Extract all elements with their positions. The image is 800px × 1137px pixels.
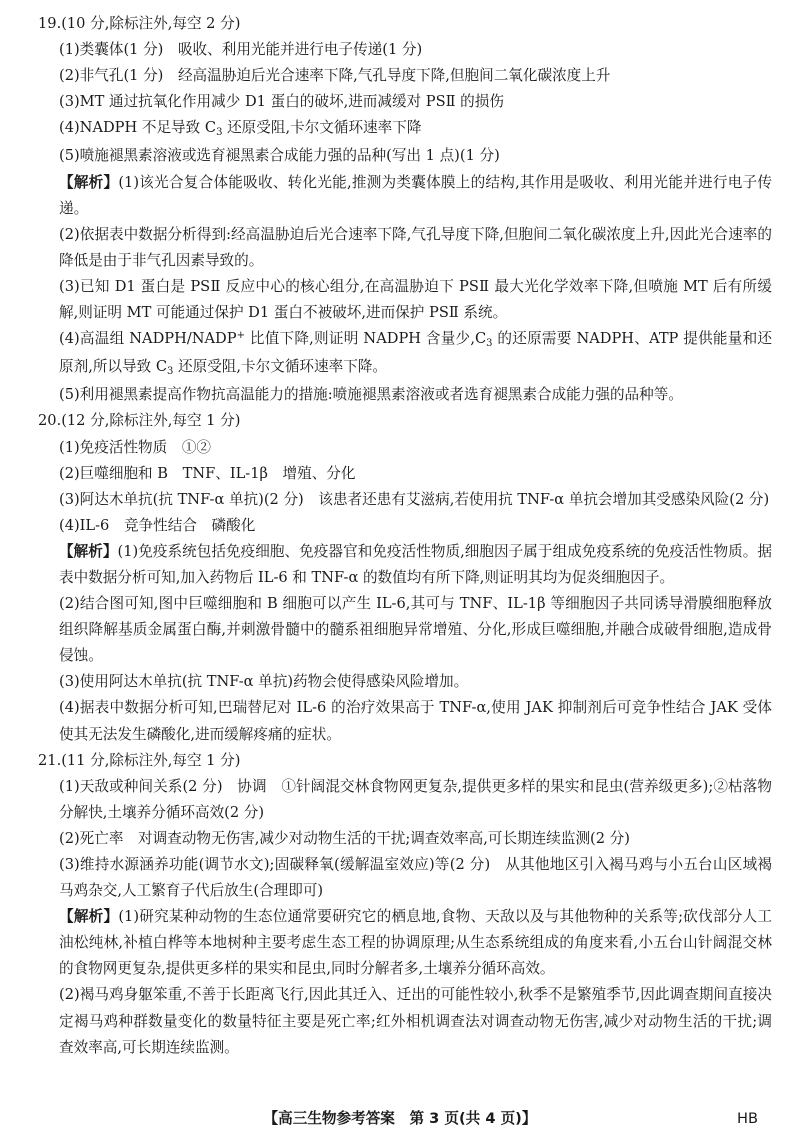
q20-answer-1: (1)免疫活性物质 ①② <box>59 438 212 456</box>
page-footer <box>0 1107 800 1131</box>
q19-e4-text-a: (4)高温组 NADPH/NADP <box>59 330 237 348</box>
jiexi-tag: 【解析】 <box>59 173 119 191</box>
question-21 <box>38 748 772 1061</box>
q21-explanation-2: (2)褐马鸡身躯笨重,不善于长距离飞行,因此其迁入、迁出的可能性较小,秋季不是繁殖季节,因此调查期间直接决定褐马鸡种群数量变化的数量特征主要是死亡率;红外相机调查法对调查动物无伤害,减少对动物生活的干扰;调查效率高,可长期连续监测。 <box>59 986 772 1056</box>
q20-explanation-4: (4)据表中数据分析可知,巴瑞替尼对 IL-6 的治疗效果高于 TNF-α,使用 JAK 抑制剂后可竞争性结合 JAK 受体使其无法发生磷酸化,进而缓解疼痛的症状。 <box>59 699 772 743</box>
q19-answer-1: (1)类囊体(1 分) 吸收、利用光能并进行电子传递(1 分) <box>59 41 423 59</box>
q19-a4-text: (4)NADPH 不足导致 C <box>59 119 217 137</box>
q20-answer-2: (2)巨噬细胞和 B TNF、IL-1β 增殖、分化 <box>59 464 356 482</box>
q19-explanation-1 <box>38 170 772 222</box>
q19-answer-3: (3)MT 通过抗氧化作用减少 D1 蛋白的破坏,进而减缓对 PSⅡ 的损伤 <box>59 93 504 111</box>
q20-header: 20.(12 分,除标注外,每空 1 分) <box>38 412 241 430</box>
footer-title: 【高三生物参考答案 <box>263 1110 395 1127</box>
footer-region-code: HB <box>737 1110 758 1127</box>
q19-answer-5: (5)喷施褪黑素溶液或选育褪黑素合成能力强的品种(写出 1 点)(1 分) <box>59 147 500 165</box>
q19-e4-superscript: + <box>236 330 245 342</box>
q19-e4-subscript-2: 3 <box>167 366 174 378</box>
q20-explanation-2: (2)结合图可知,图中巨噬细胞和 B 细胞可以产生 IL-6,其可与 TNF、IL-1β 等细胞因子共同诱导滑膜细胞释放组织降解基质金属蛋白酶,并刺激骨髓中的髓系祖细胞异常增殖、分化,形成巨噬细胞,并融合成破骨细胞,造成骨侵蚀。 <box>59 595 772 665</box>
q19-explanation-3: (3)已知 D1 蛋白是 PSⅡ 反应中心的核心组分,在高温胁迫下 PSⅡ 最大光化学效率下降,但喷施 MT 后有所缓解,则证明 MT 可能通过保护 D1 蛋白不被破坏,进而保护 PSⅡ 系统。 <box>59 277 772 322</box>
q19-explanation-5: (5)利用褪黑素提高作物抗高温能力的措施:喷施褪黑素溶液或者选育褪黑素合成能力强的品种等。 <box>59 386 683 404</box>
jiexi-tag: 【解析】 <box>59 908 119 926</box>
q19-explanation-4 <box>38 326 772 382</box>
q19-e1-text: (1)该光合复合体能吸收、转化光能,推测为类囊体膜上的结构,其作用是吸收、利用光能并进行电子传递。 <box>59 173 772 217</box>
q21-header: 21.(11 分,除标注外,每空 1 分) <box>38 751 241 769</box>
q21-explanation-1 <box>38 904 772 982</box>
q19-answer-2: (2)非气孔(1 分) 经高温胁迫后光合速率下降,气孔导度下降,但胞间二氧化碳浓度上升 <box>59 67 611 85</box>
q20-explanation-1 <box>38 539 772 591</box>
q21-e1-text: (1)研究某种动物的生态位通常要研究它的栖息地,食物、天敌以及与其他物种的关系等;砍伐部分人工油松纯林,补植白桦等本地树种主要考虑生态工程的协调原理;从生态系统组成的角度来看,小五台山针阔混交林的食物网更复杂,提供更多样的果实和昆虫,同时分解者多,土壤养分循环高效。 <box>59 908 772 978</box>
q21-answer-1: (1)天敌或种间关系(2 分) 协调 ①针阔混交林食物网更复杂,提供更多样的果实和昆虫(营养级更多);②枯落物分解快,土壤养分循环高效(2 分) <box>59 777 772 821</box>
q20-answer-3: (3)阿达木单抗(抗 TNF-α 单抗)(2 分) 该患者还患有艾滋病,若使用抗 TNF-α 单抗会增加其受感染风险(2 分) <box>59 490 770 508</box>
q20-answer-4: (4)IL-6 竞争性结合 磷酸化 <box>59 516 256 534</box>
q19-a4-text-end: 还原受阻,卡尔文循环速率下降 <box>222 119 422 137</box>
q21-answer-3: (3)维持水源涵养功能(调节水文);固碳释氧(缓解温室效应)等(2 分) 从其他地区引入褐马鸡与小五台山区域褐马鸡杂交,人工繁育子代后放生(合理即可) <box>59 856 772 900</box>
q19-header: 19.(10 分,除标注外,每空 2 分) <box>38 15 241 32</box>
q19-a4-subscript: 3 <box>216 127 223 139</box>
q19-e4-subscript-1: 3 <box>486 338 493 350</box>
footer-center <box>0 1107 800 1131</box>
q19-e4-text-b: 比值下降,则证明 NADPH 含量少,C <box>244 330 487 348</box>
q20-e1-text: (1)免疫系统包括免疫细胞、免疫器官和免疫活性物质,细胞因子属于组成免疫系统的免疫活性物质。据表中数据分析可知,加入药物后 IL-6 和 TNF-α 的数值均有所下降,则证明其均为促炎细胞因子。 <box>59 542 772 586</box>
q20-explanation-3: (3)使用阿达木单抗(抗 TNF-α 单抗)药物会使得感染风险增加。 <box>59 673 469 691</box>
jiexi-tag: 【解析】 <box>59 542 118 560</box>
q19-e4-text-d: 还原受阻,卡尔文循环速率下降。 <box>173 358 387 376</box>
question-20 <box>38 408 772 747</box>
question-19 <box>38 11 772 408</box>
q21-answer-2: (2)死亡率 对调查动物无伤害,减少对动物生活的干扰;调查效率高,可长期连续监测(2 分) <box>59 829 630 847</box>
answer-content <box>38 11 772 1061</box>
q19-answer-4 <box>38 115 772 143</box>
q19-e4-text-c: 的还原需要 NADPH、ATP 提供能量和还原剂,所以导致 C <box>59 330 772 376</box>
footer-page-number: 第 3 页(共 4 页)】 <box>409 1110 537 1127</box>
q19-explanation-2: (2)依据表中数据分析得到:经高温胁迫后光合速率下降,气孔导度下降,但胞间二氧化碳浓度上升,因此光合速率的降低是由于非气孔因素导致的。 <box>59 225 772 269</box>
